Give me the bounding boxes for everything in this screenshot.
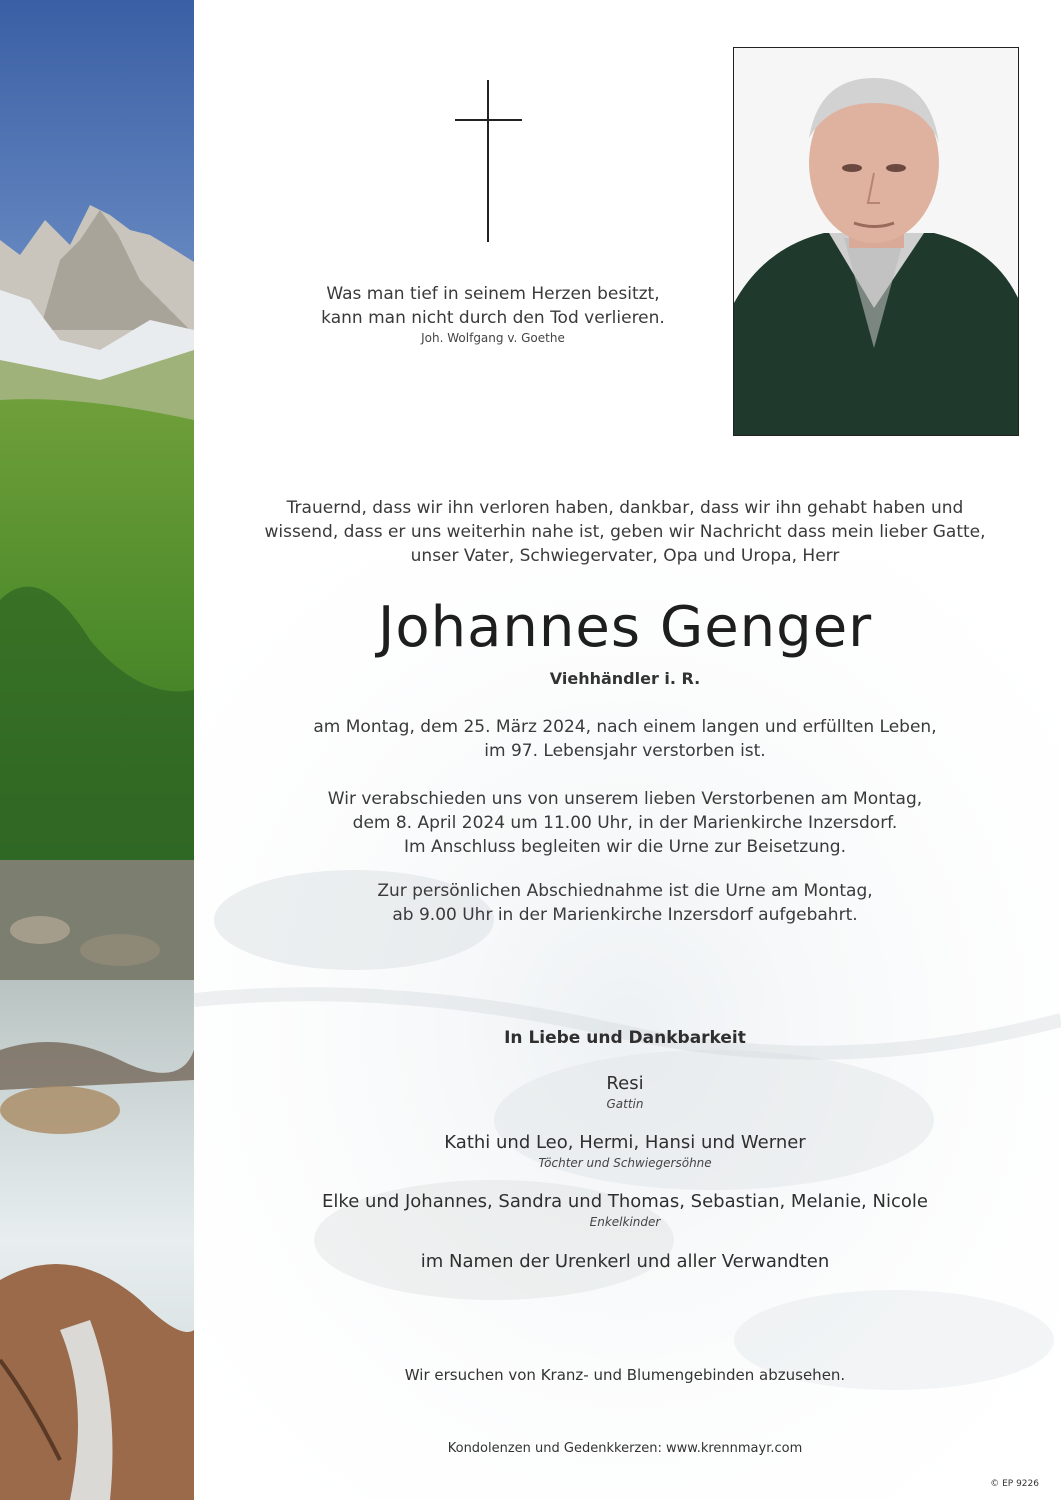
mourner-names: Resi (606, 1073, 644, 1094)
viewing-line: ab 9.00 Uhr in der Marienkirche Inzersdorf aufgebahrt. (392, 905, 858, 925)
quote-line: Was man tief in seinem Herzen besitzt, (326, 284, 660, 304)
farewell-line: dem 8. April 2024 um 11.00 Uhr, in der Marienkirche Inzersdorf. (352, 813, 898, 833)
deceased-name: Johannes Genger (377, 595, 873, 660)
quote-line: kann man nicht durch den Tod verlieren. (321, 308, 665, 328)
mourner-role: Töchter und Schwiegersöhne (538, 1156, 712, 1170)
mourner-group (230, 1072, 1020, 1112)
farewell-paragraph (230, 787, 1020, 859)
landscape-strip (0, 0, 194, 1500)
mourner-names: Kathi und Leo, Hermi, Hansi und Werner (444, 1132, 806, 1153)
portrait-photo (734, 48, 1018, 435)
farewell-line: Wir verabschieden uns von unserem lieben Verstorbenen am Montag, (327, 789, 923, 809)
quote-author: Joh. Wolfgang v. Goethe (421, 331, 565, 345)
mountain-landscape-image (0, 0, 194, 1500)
print-code: © EP 9226 (990, 1479, 1039, 1489)
intro-line: Trauernd, dass wir ihn verloren haben, dankbar, dass wir ihn gehabt haben und (286, 498, 964, 518)
mourner-role: Enkelkinder (589, 1215, 661, 1229)
viewing-line: Zur persönlichen Abschiednahme ist die Urne am Montag, (377, 881, 873, 901)
mourner-role: Gattin (606, 1097, 644, 1111)
on-behalf-line: im Namen der Urenkerl und aller Verwandten (420, 1251, 830, 1272)
mourner-group (230, 1190, 1020, 1230)
viewing-paragraph (230, 879, 1020, 927)
mourner-group (230, 1131, 1020, 1171)
death-notice-line: am Montag, dem 25. März 2024, nach einem langen und erfüllten Leben, (313, 717, 937, 737)
intro-line: wissend, dass er uns weiterhin nahe ist, geben wir Nachricht dass mein lieber Gatte, (264, 522, 986, 542)
deceased-occupation: Viehhändler i. R. (549, 669, 701, 688)
condolence-footer: Kondolenzen und Gedenkkerzen: www.krennmayr.com (447, 1441, 803, 1456)
farewell-line: Im Anschluss begleiten wir die Urne zur Beisetzung. (404, 837, 846, 857)
cross-icon (455, 80, 525, 249)
mourner-names: Elke und Johannes, Sandra und Thomas, Sebastian, Melanie, Nicole (322, 1191, 928, 1212)
intro-paragraph (230, 496, 1020, 568)
death-notice-paragraph (230, 715, 1020, 763)
closing-phrase: In Liebe und Dankbarkeit (504, 1028, 746, 1048)
death-notice-line: im 97. Lebensjahr verstorben ist. (484, 741, 766, 761)
intro-line: unser Vater, Schwiegervater, Opa und Uropa, Herr (410, 546, 840, 566)
deceased-portrait (733, 47, 1019, 436)
flower-request: Wir ersuchen von Kranz- und Blumengebinden abzusehen. (404, 1366, 846, 1384)
quote-block (250, 282, 736, 346)
